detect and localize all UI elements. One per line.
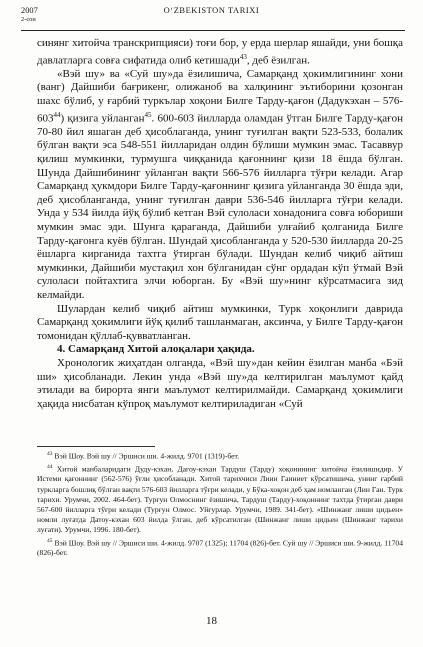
footnote-43: $^{43}$ Вэй Шоу. Вэй шу // Эршиси ши. 4-жилд. 9701 (1319)-бет. <box>47 451 240 461</box>
footnote-ref-45[interactable]: 45 <box>144 110 152 119</box>
footnote-45: $^{45}$ Вэй Шоу. Вэй шу // Эршиси ши. 4-жилд. 9707 (1325); 11704 (826)-бет. Суй шу // Эршиси ши. 9-жилд. 11704 (826)-бет. <box>37 537 403 558</box>
paragraph-2: «Вэй шу» ва «Суй шу»да ёзилишича, Самарқанд ҳокимлигининг хони (ванг) Дайшиби бағрикенг, олижаноб ва халқининг эътиборини қозонган шахс бўлиб, у ғарбий туркълар хоқони Билге Тарду-қағон (Дадукэхан – $576-603^{44}$) қизига уйланган$^{45}$. 600-603 йилларда оламдан ўтган Билге Тарду-қағон 70-80 йил яшаган деб ҳисоблаганда, унинг туғилган вақти 523-533, болалик бўлган вақти эса 548-551 йилларидан олдин бўлиши мумкин эмас. Тасаввур қилиш мумкинки, турмушга чиққанида қағоннинг қизи 18 ёшда бўлган. Шунда Дайшибининг уйланган вақти 566-576 йилларга тўғри келади. Агар Самарқанд ҳукмдори Билге Тарду-қағоннинг қизига уйланганда 30 ёшда эди, деб ҳисобланганда, унинг туғилган даври 536-546 йилларга тўғри келади. Унда у 534 йилда йўқ бўлиб кетган Вэй сулоласи хонадонига совға юбориши мумкин эмас эди. Шунга қараганда, Дайшиби улғайиб қолганида Билге Тарду-қағонга куёв бўлган. Шундай ҳисобланганда у 520-530 йилларда 20-25 ёшларга кирганида тахтга ўтирган бўлади. Шундан келиб чиқиб айтиш мумкинки, Дайшиби мустақил хон бўлганидан сўнг ордадан кўп ўтмай Вэй сулоласи пойтахтига элчи юборган. Бу «Вэй шу»нинг кўрсатмасига зид келмайди. <box>37 67 403 301</box>
footnote-ref-44[interactable]: 44 <box>53 110 61 119</box>
paragraph-1: синянг хитойча транскрипцияси) тоғи бор, у ерда шерлар яшайди, уни бошқа давлатларга совға сифатида олиб кетишади$^{43}$, деб ёзилган. <box>37 37 403 67</box>
body-text <box>37 37 403 411</box>
header-issue: 2-сон <box>21 16 36 23</box>
paragraph-4: Хронологик жиҳатдан олганда, «Вэй шу»дан кейин ёзилган манба «Бэй ши» ҳисобланади. Лекин унда «Вэй шу»да келтирилган маълумот қайд этилади ва бирорта янги маълумот келтирилмайди. Самарқанд ҳокимлиги ҳақида нисбатан кўпроқ маълумот келтириладиган «Суй <box>37 356 403 410</box>
header-year: 2007 <box>21 6 38 15</box>
footnote-ref-43[interactable]: 43 <box>239 52 247 61</box>
footnotes <box>37 449 403 559</box>
section-heading: 4. Самарқанд Хитой алоқалари ҳақида. <box>57 343 255 356</box>
header-rule <box>21 30 405 31</box>
journal-title: O‘ZBEKISTON TARIXI <box>163 6 260 15</box>
paragraph-3: Шулардан келиб чиқиб айтиш мумкинки, Турк хоқонлиги даврида Самарқанд ҳокимлиги йўқ қилиб ташланмаган, аксинча, у Билге Тарду-қағон томонидан қўллаб-қувватланган. <box>37 302 403 342</box>
footnote-44: $^{44}$ Хитой манбаларидаги Дуду-кэхан, Дагоу-кэхан Тардуш (Тарду) хоқонининг хитойча ёзилишидир. У Истеми қағоннинг (562-576) ўғли ҳисобланади. Хитой тарихчиси Лиин Гаиниет кўрсатишича, унинг ғарбий туркларга бошлиқ бўлган вақти 576-603 йилларга тўғри келади, у Бўка-хоқон деб ҳам номланган (Лин Ган. Турк тарихи. Урумчи, 2002. 464-бет). Турғун Олмоснинг ёзишича, Тардуш (Тарду)-хоқоннинг тахтда ўтирган даври 567-600 йилларга тўғри келади (Турғун Олмос. Уйғурлар. Урумчи, 1989. 341-бет). «Шинжанг лиши цидьен» номли луғатда Датоу-кэхан 603 йилда ўлган, деб кўрсатилган (Шинжанг лиши цидьен (Шинжанг тарихи луғати). Урумчи, 1996. 180-бет). <box>37 463 403 535</box>
page-number: 18 <box>206 615 217 627</box>
footnote-rule <box>37 446 155 447</box>
